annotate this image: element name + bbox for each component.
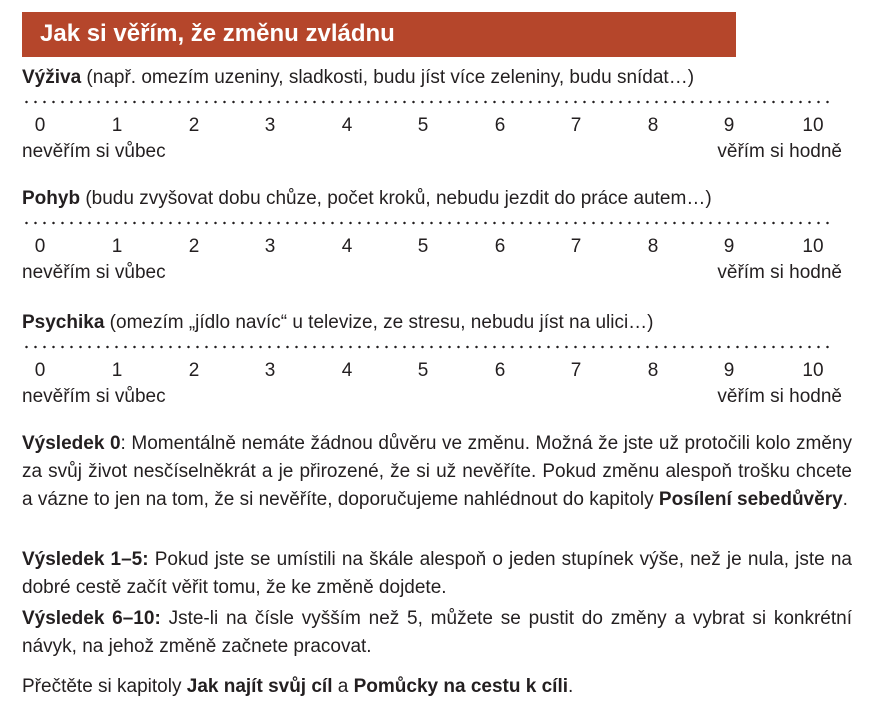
result-text: Pokud jste se umístili na škále alespoň o jeden stupínek výše, než je nula, jste na dobré cestě začít věřit tomu, že ke změně dojdete. xyxy=(22,549,852,598)
section-pohyb xyxy=(22,187,852,283)
scale-number: 9 xyxy=(723,236,735,257)
scale-number: 3 xyxy=(264,360,276,381)
footer-middle: a xyxy=(332,676,354,697)
scale-number: 6 xyxy=(494,236,506,257)
result-1-5-paragraph xyxy=(22,546,852,602)
scale-number: 4 xyxy=(341,236,353,257)
result-0-paragraph xyxy=(22,430,852,514)
scale-number: 7 xyxy=(570,236,582,257)
result-text: : Momentálně nemáte žádnou důvěru ve změnu. Možná že jste už protočili kolo změny za svůj život nesčíselněkrát a je přirozené, že si už nevěříte. Pokud změnu alespoň trošku chcete a vázne to jen na tom, že si nevěříte, doporučujeme nahlédnout do kapitoly xyxy=(22,433,852,510)
scale-number: 5 xyxy=(417,360,429,381)
scale-number: 7 xyxy=(570,360,582,381)
scale-number: 6 xyxy=(494,360,506,381)
result-end: . xyxy=(842,489,848,510)
scale-number: 2 xyxy=(188,360,200,381)
scale-high-label: věřím si hodně xyxy=(717,386,842,407)
scale-number: 5 xyxy=(417,236,429,257)
scale-number: 2 xyxy=(188,236,200,257)
result-label: Výsledek 0 xyxy=(22,433,121,454)
section-heading xyxy=(22,187,852,211)
footer-prefix: Přečtěte si kapitoly xyxy=(22,676,187,697)
scale-number: 0 xyxy=(34,360,46,381)
scale-number: 9 xyxy=(723,115,735,136)
section-vyziva xyxy=(22,66,852,162)
scale-number: 3 xyxy=(264,236,276,257)
section-label: Výživa xyxy=(22,67,82,88)
section-heading xyxy=(22,311,852,335)
scale-number: 8 xyxy=(647,115,659,136)
scale-high-label: věřím si hodně xyxy=(717,262,842,283)
title-banner xyxy=(22,12,736,57)
section-description: (např. omezím uzeniny, sladkosti, budu jíst více zeleniny, budu snídat…) xyxy=(81,67,695,88)
scale-number: 10 xyxy=(802,360,824,381)
scale-number: 3 xyxy=(264,115,276,136)
scale-low-label: nevěřím si vůbec xyxy=(22,141,166,162)
footer-end: . xyxy=(568,676,574,697)
result-label: Výsledek 6–10: xyxy=(22,608,161,629)
result-text: Jste-li na čísle vyšším než 5, můžete se pustit do změny a vybrat si konkrétní návyk, na jehož změně začnete pracovat. xyxy=(22,608,852,657)
section-label: Psychika xyxy=(22,312,105,333)
scale-number: 1 xyxy=(111,115,123,136)
scale-high-label: věřím si hodně xyxy=(717,141,842,162)
scale-number: 0 xyxy=(34,236,46,257)
section-description: (omezím „jídlo navíc“ u televize, ze stresu, nebudu jíst na ulici…) xyxy=(104,312,654,333)
result-label: Výsledek 1–5: xyxy=(22,549,149,570)
scale-number: 4 xyxy=(341,360,353,381)
result-6-10-paragraph xyxy=(22,605,852,661)
scale-low-label: nevěřím si vůbec xyxy=(22,386,166,407)
scale-number: 7 xyxy=(570,115,582,136)
dotted-answer-line xyxy=(22,100,834,104)
section-psychika xyxy=(22,311,852,407)
scale-number: 8 xyxy=(647,236,659,257)
scale-number: 8 xyxy=(647,360,659,381)
dotted-answer-line xyxy=(22,345,834,349)
chapter-reference: Pomůcky na cestu k cíli xyxy=(353,676,568,697)
page-title: Jak si věřím, že změnu zvládnu xyxy=(40,20,395,47)
scale-low-label: nevěřím si vůbec xyxy=(22,262,166,283)
footer-paragraph xyxy=(22,673,852,701)
section-description: (budu zvyšovat dobu chůze, počet kroků, nebudu jezdit do práce autem…) xyxy=(80,188,712,209)
chapter-reference: Posílení sebedůvěry xyxy=(658,489,843,510)
section-label: Pohyb xyxy=(22,188,81,209)
section-heading xyxy=(22,66,852,90)
scale-number: 2 xyxy=(188,115,200,136)
dotted-answer-line xyxy=(22,221,834,225)
chapter-reference: Jak najít svůj cíl xyxy=(186,676,333,697)
scale-number: 6 xyxy=(494,115,506,136)
scale-number: 9 xyxy=(723,360,735,381)
scale-number: 5 xyxy=(417,115,429,136)
scale-number: 1 xyxy=(111,236,123,257)
scale-number: 4 xyxy=(341,115,353,136)
scale-number: 1 xyxy=(111,360,123,381)
scale-number: 10 xyxy=(802,115,824,136)
scale-number: 10 xyxy=(802,236,824,257)
scale-number: 0 xyxy=(34,115,46,136)
